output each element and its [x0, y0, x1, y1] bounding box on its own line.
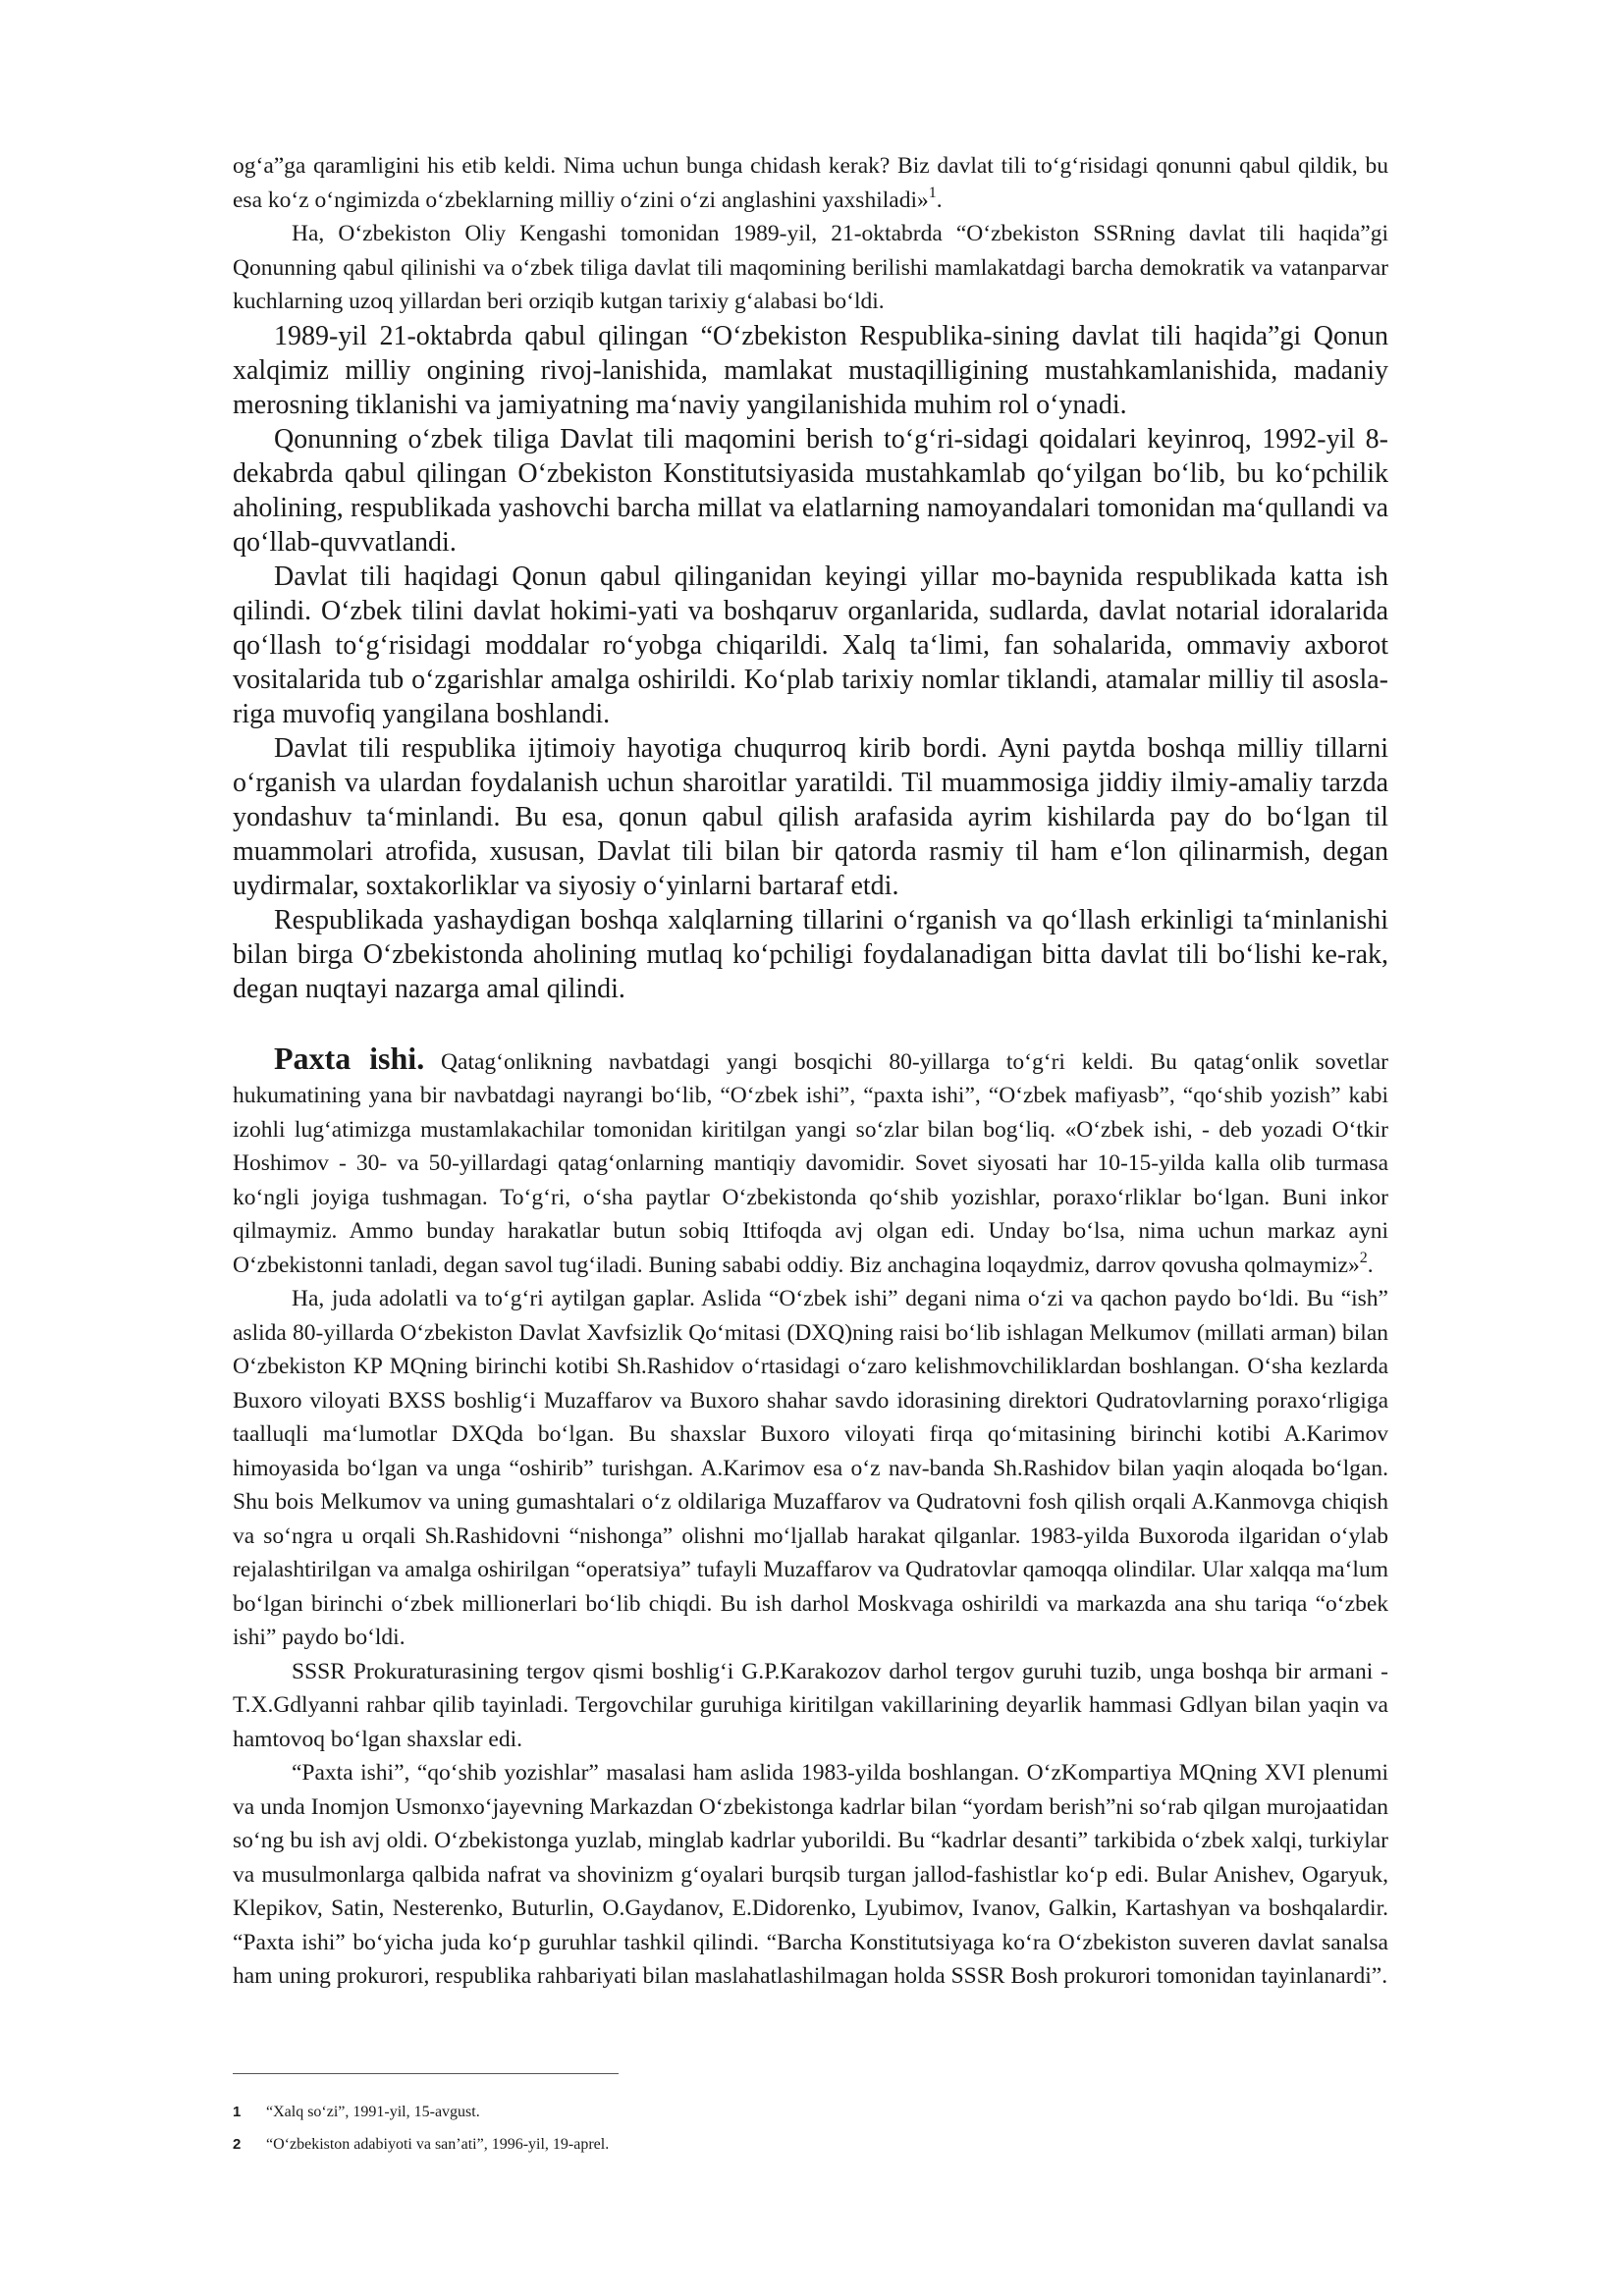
footnote-number: 2 — [233, 2136, 242, 2153]
paragraph-oliy-kengash: Ha, O‘zbekiston Oliy Kengashi tomonidan 1989-yil, 21-oktabrda “O‘zbekiston SSRning davlat tili haqida”gi Qonunning qabul qilinishi va o‘zbek tiliga davlat tili maqomining berilishi mamlakatdagi barcha demokratik va vatanparvar kuchlarning uzoq yillardan beri orziqib kutgan tarixiy g‘alabasi bo‘ldi. — [233, 221, 1388, 314]
footnote-separator — [233, 2073, 619, 2074]
paragraph-constitution: Qonunning o‘zbek tiliga Davlat tili maqomini berish to‘g‘ri-sidagi qoidalari keyinroq, 1992-yil 8-dekabrda qabul qilingan O‘zbekiston Konstitutsiyasida mustahkamlab qo‘yilgan bo‘lib, bu ko‘pchilik aholining, respublikada yashovchi barcha millat va elatlarning namoyandalari tomonidan ma‘qullandi va qo‘llab-quvvatlandi. — [233, 423, 1388, 558]
footnotes — [233, 2073, 1388, 2161]
footnote-text: “O‘zbekiston adabiyoti va san’ati”, 1996-yil, 19-aprel. — [266, 2136, 610, 2153]
footnote-number: 1 — [233, 2104, 242, 2120]
paragraph-continuation: og‘a”ga qaramligini his etib keldi. Nima uchun bunga chidash kerak? Biz davlat tili to‘g‘risidagi qonunni qabul qildik, bu esa ko‘z o‘ngimizda o‘zbeklarning milliy o‘zini o‘zi anglashini yaxshiladi»$^1$. — [233, 153, 1388, 213]
paragraph-qoshib-yozish: “Paxta ishi”, “qo‘shib yozishlar” masalasi ham aslida 1983-yilda boshlangan. O‘zKompartiya MQning XVI plenumi va unda Inomjon Usmonxo‘jayevning Markazdan O‘zbekistonga kadrlar bilan “yordam berish”ni so‘rab qilgan murojaatidan so‘ng bu ish avj oldi. O‘zbekistonga yuzlab, minglab kadrlar yuborildi. Bu “kadrlar desanti” tarkibida o‘zbek xalqi, turkiylar va musulmonlarga qalbida nafrat va shovinizm g‘oyalari burqsib turgan jallod-fashistlar ko‘p edi. Bular Anishev, Ogaryuk, Klepikov, Satin, Nesterenko, Buturlin, O.Gaydanov, E.Didorenko, Lyubimov, Ivanov, Galkin, Kartashyan va boshqalardir. “Paxta ishi” bo‘yicha juda ko‘p guruhlar tashkil qilindi. “Barcha Konstitutsiyaga ko‘ra O‘zbekiston suveren davlat sanalsa ham uning prokurori, respublika rahbariyati bilan maslahatlashilmagan holda SSSR Bosh prokurori tomonidan tayinlanardi”. — [233, 1760, 1388, 1989]
paragraph-paxta-ishi: Paxta ishi. Qatag‘onlikning navbatdagi yangi bosqichi 80-yillarga to‘g‘ri keldi. Bu qatag‘onlik sovetlar hukumatining yana bir navbatdagi nayrangi bo‘lib, “O‘zbek ishi”, “paxta ishi”, “O‘zbek mafiyasb”, “qo‘shib yozish” kabi izohli lug‘atimizga mustamlakachilar tomonidan kiritilgan yangi so‘zlar bilan bog‘liq. «O‘zbek ishi, - deb yozadi O‘tkir Hoshimov - 30- va 50-yillardagi qatag‘onlarning mantiqiy davomidir. Sovet siyosati har 10-15-yilda kalla olib turmasa ko‘ngli joyiga tushmagan. To‘g‘ri, o‘sha paytlar O‘zbekistonda qo‘shib yozishlar, poraxo‘rliklar bo‘lgan. Buni inkor qilmaymiz. Ammo bunday harakatlar butun sobiq Ittifoqda avj olgan edi. Unday bo‘lsa, nima uchun markaz ayni O‘zbekistonni tanladi, degan savol tug‘iladi. Buning sababi oddiy. Biz anchagina loqaydmiz, darrov qovusha qolmaymiz»$^2$. — [233, 1040, 1388, 1278]
paragraph-after-law: Davlat tili haqidagi Qonun qabul qilinganidan keyingi yillar mo-baynida respublikada katta ish qilindi. O‘zbek tilini davlat hokimi-yati va boshqaruv organlarida, sudlarda, davlat notarial idoralarida qo‘llash to‘g‘risidagi moddalar ro‘yobga chiqarildi. Xalq ta‘limi, fan sohalarida, ommaviy axborot vositalarida tub o‘zgarishlar amalga oshirildi. Ko‘plab tarixiy nomlar tiklandi, atamalar milliy til asosla-riga muvofiq yangilana boshlandi. — [233, 561, 1388, 729]
paragraph-other-languages: Respublikada yashaydigan boshqa xalqlarning tillarini o‘rganish va qo‘llash erkinligi ta‘minlanishi bilan birga O‘zbekistonda aholining mutlaq ko‘pchiligi foydalanadigan bitta davlat tili bo‘lishi ke-rak, degan nuqtayi nazarga amal qilindi. — [233, 904, 1388, 1004]
footnote-ref-1[interactable]: 1 — [928, 184, 937, 201]
paragraph-state-language: Davlat tili respublika ijtimoiy hayotiga chuqurroq kirib bordi. Ayni paytda boshqa milliy tillarni o‘rganish va ulardan foydalanish uchun sharoitlar yaratildi. Til muammosiga jiddiy ilmiy-amaliy tarzda yondashuv ta‘minlandi. Bu esa, qonun qabul qilish arafasida ayrim kishilarda pay do bo‘lgan til muammolari atrofida, xususan, Davlat tili bilan bir qatorda rasmiy til ham e‘lon qilinarmish, degan uydirmalar, soxtakorliklar va siyosiy o‘yinlarni bartaraf etdi. — [233, 732, 1388, 901]
footnote-text: “Xalq so‘zi”, 1991-yil, 15-avgust. — [266, 2104, 480, 2120]
paragraph-uzbek-ishi: Ha, juda adolatli va to‘g‘ri aytilgan gaplar. Aslida “O‘zbek ishi” degani nima o‘zi va qachon paydo bo‘ldi. Bu “ish” aslida 80-yillarda O‘zbekiston Davlat Xavfsizlik Qo‘mitasi (DXQ)ning raisi bo‘lib ishlagan Melkumov (millati arman) bilan O‘zbekiston KP MQning birinchi kotibi Sh.Rashidov o‘rtasidagi o‘zaro kelishmovchiliklardan boshlangan. O‘sha kezlarda Buxoro viloyati BXSS boshlig‘i Muzaffarov va Buxoro shahar savdo idorasining direktori Qudratovlarning poraxo‘rligiga taalluqli ma‘lumotlar DXQda bo‘lgan. Bu shaxslar Buxoro viloyati firqa qo‘mitasining birinchi kotibi A.Karimov himoyasida bo‘lgan va unga “oshirib” turishgan. A.Karimov esa o‘z nav-banda Sh.Rashidov bilan yaqin aloqada bo‘lgan. Shu bois Melkumov va uning gumashtalari o‘z oldilariga Muzaffarov va Qudratovni fosh qilish orqali A.Kanmovga chiqish va so‘ngra u orqali Sh.Rashidovni “nishonga” olishni mo‘ljallab harakat qilganlar. 1983-yilda Buxoroda ilgaridan o‘ylab rejalashtirilgan va amalga oshirilgan “operatsiya” tufayli Muzaffarov va Qudratovlar qamoqqa olindilar. Ular xalqqa ma‘lum bo‘lgan birinchi o‘zbek millionerlari bo‘lib chiqdi. Bu ish darhol Moskvaga oshirildi va markazda ana shu tariqa “o‘zbek ishi” paydo bo‘ldi. — [233, 1286, 1388, 1650]
section-heading: Paxta ishi. — [274, 1040, 425, 1076]
page-body — [233, 149, 1388, 1994]
paragraph-1989-law: 1989-yil 21-oktabrda qabul qilingan “O‘zbekiston Respublika-sining davlat tili haqida”gi Qonun xalqimiz milliy ongining rivoj-lanishida, mamlakat mustaqilligining mustahkamlanishida, madaniy merosning tiklanishi va jamiyatning ma‘naviy yangilanishida muhim rol o‘ynadi. — [233, 320, 1388, 420]
footnote-1 — [233, 2096, 1388, 2128]
footnote-ref-2[interactable]: 2 — [1359, 1249, 1368, 1266]
footnote-2 — [233, 2128, 1388, 2161]
paragraph-prokuratura: SSSR Prokuraturasining tergov qismi boshlig‘i G.P.Karakozov darhol tergov guruhi tuzib, unga boshqa bir armani - T.X.Gdlyanni rahbar qilib tayinladi. Tergovchilar guruhiga kiritilgan vakillarining deyarlik hammasi Gdlyan bilan yaqin va hamtovoq bo‘lgan shaxslar edi. — [233, 1658, 1388, 1752]
